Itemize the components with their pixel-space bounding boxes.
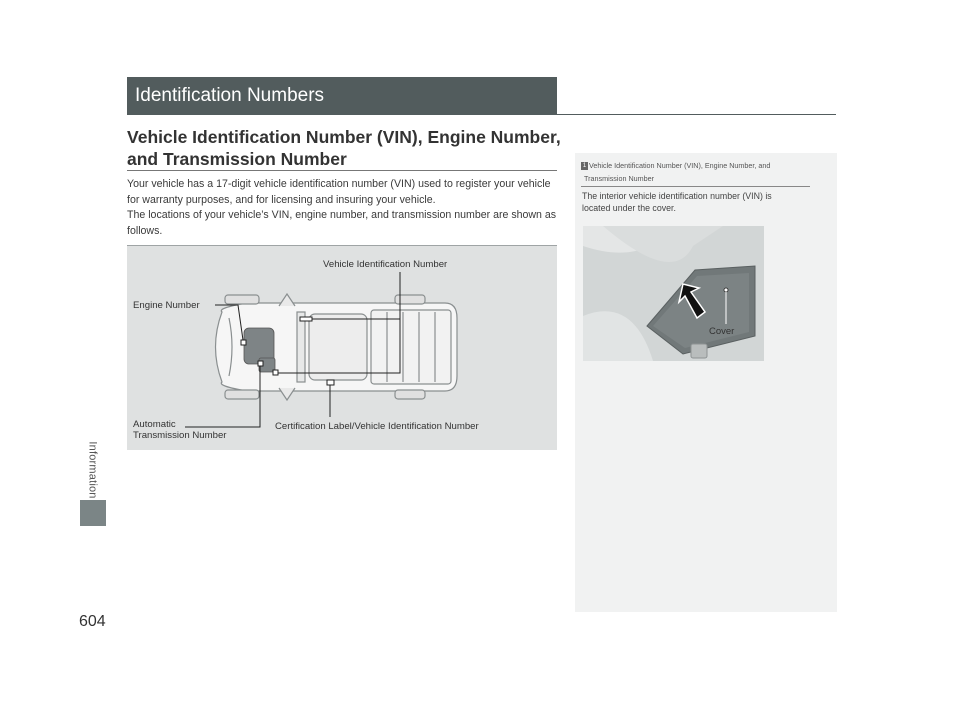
label-transmission-line-1: Automatic bbox=[133, 419, 176, 430]
body-paragraph-1: Your vehicle has a 17-digit vehicle identification number (VIN) used to register your vehicle for warranty purposes, and for licensing and insuring your vehicle. bbox=[127, 178, 551, 206]
transmission-number-marker bbox=[258, 361, 263, 366]
heading-line-2: and Transmission Number bbox=[127, 149, 347, 169]
label-certification: Certification Label/Vehicle Identification Number bbox=[275, 421, 479, 432]
label-engine-number: Engine Number bbox=[133, 300, 200, 311]
sidebar-note bbox=[575, 153, 837, 612]
vin-marker bbox=[300, 317, 312, 321]
body-text bbox=[127, 177, 559, 239]
vehicle-diagram bbox=[127, 245, 557, 450]
page-heading bbox=[127, 126, 567, 170]
body-paragraph-2: The locations of your vehicle’s VIN, engine number, and transmission number are shown as follows. bbox=[127, 209, 557, 237]
section-title-bar bbox=[127, 77, 557, 115]
engine-number-marker bbox=[241, 340, 246, 345]
reference-icon: 1 bbox=[582, 163, 587, 169]
vin-frame-marker bbox=[273, 370, 278, 375]
note-text bbox=[582, 190, 822, 214]
section-title: Identification Numbers bbox=[135, 85, 325, 106]
heading-line-1: Vehicle Identification Number (VIN), Engine Number, bbox=[127, 127, 561, 147]
note-ref-line-1: Vehicle Identification Number (VIN), Engine Number, and bbox=[589, 161, 771, 170]
note-text-line-1: The interior vehicle identification number (VIN) is bbox=[582, 191, 772, 201]
note-ref-line-2: Transmission Number bbox=[584, 174, 655, 183]
label-cover: Cover bbox=[709, 326, 735, 337]
note-divider bbox=[581, 186, 810, 187]
label-automatic-transmission-number bbox=[133, 419, 226, 441]
note-text-line-2: located under the cover. bbox=[582, 203, 676, 213]
label-vehicle-identification-number: Vehicle Identification Number bbox=[323, 259, 448, 270]
title-divider bbox=[127, 114, 836, 115]
section-side-tab bbox=[80, 500, 106, 526]
label-transmission-line-2: Transmission Number bbox=[133, 430, 227, 441]
section-side-label-text: Information bbox=[87, 441, 100, 499]
section-side-label bbox=[80, 440, 106, 500]
cover-photo-illustration bbox=[583, 226, 764, 361]
interior-cover-photo bbox=[583, 226, 764, 361]
note-reference bbox=[581, 159, 821, 185]
page-number: 604 bbox=[79, 613, 106, 630]
heading-divider bbox=[127, 170, 557, 171]
certification-label-marker bbox=[327, 380, 334, 385]
